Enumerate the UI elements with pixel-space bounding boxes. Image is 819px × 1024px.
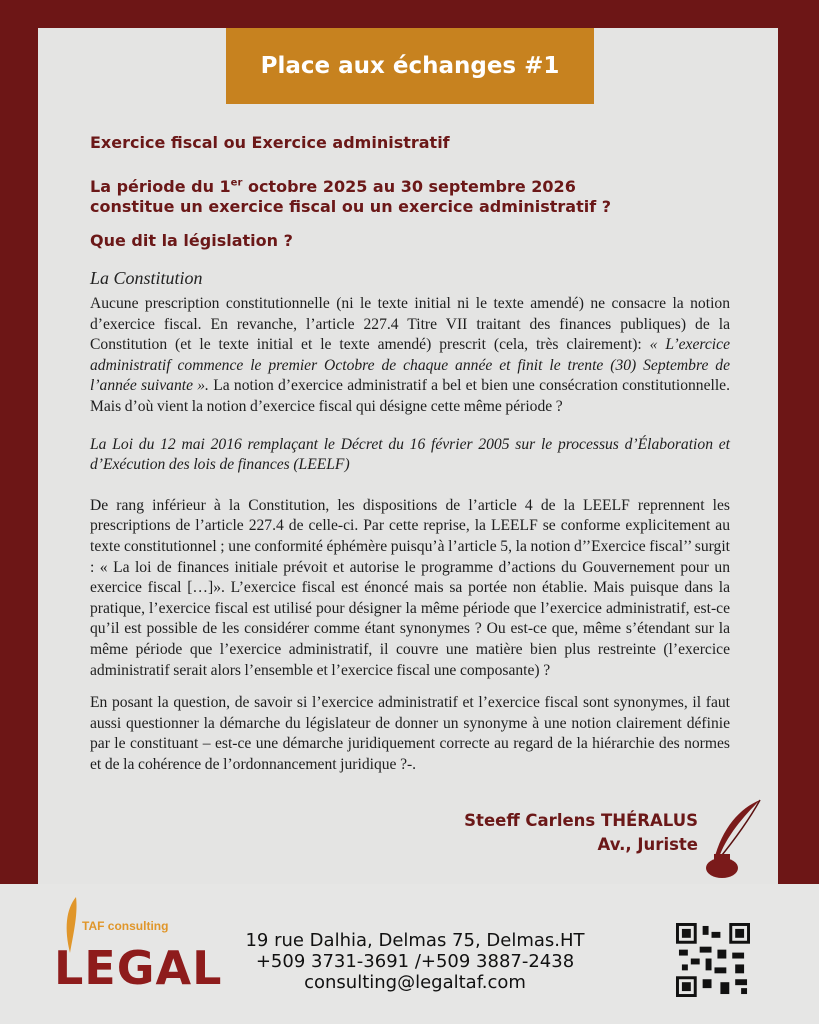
- author-role: Av., Juriste: [597, 835, 698, 855]
- contact-info: [230, 930, 600, 993]
- section-leelf: La Loi du 12 mai 2016 remplaçant le Décret du 16 février 2005 sur le processus d’Élaboration et d’Exécution des lois de finances (LEELF): [90, 435, 730, 474]
- qr-code-icon[interactable]: [676, 922, 750, 998]
- signature: [90, 809, 730, 857]
- subheading: Que dit la législation ?: [90, 231, 293, 250]
- question: La période du 1er octobre 2025 au 30 septembre 2026 constitue un exercice fiscal ou un exercice administratif ?: [90, 177, 612, 216]
- heading: Exercice fiscal ou Exercice administratif: [90, 133, 450, 152]
- section-constitution: La Constitution: [90, 268, 203, 288]
- email[interactable]: consulting@legaltaf.com: [304, 972, 526, 993]
- title-banner: [226, 28, 594, 104]
- page-title: Place aux échanges #1: [260, 53, 560, 79]
- author-name: Steeff Carlens THÉRALUS: [464, 811, 698, 831]
- article-body: [90, 294, 730, 857]
- address: 19 rue Dalhia, Delmas 75, Delmas.HT: [245, 930, 585, 951]
- phone[interactable]: +509 3731-3691 /+509 3887-2438: [255, 951, 575, 972]
- paragraph-2: De rang inférieur à la Constitution, les dispositions de l’article 4 de la LEELF reprennent les prescriptions de l’article 227.4 de celle-ci. Par cette reprise, la LEELF se conforme explicitement au texte constitutionnel ; une conformité éphémère puisqu’à l’article 5, la notion d’’Exercice fiscal’’ surgit : « La loi de finances initiale prévoit et autorise le programme d’actions du Gouvernement pour un exercice fiscal […]». L’exercice fiscal est énoncé mais sa portée non établie. Mais puisque dans la pratique, l’exercice fiscal est utilisé pour désigner la même période que l’exercice administratif, est-ce qu’il est possible de les considérer comme étant synonymes ? Ou est-ce que, même s’étendant sur la même période que l’exercice administratif, il couvre une matière bien plus restreinte (l’exercice administratif serait alors l’ensemble et l’exercice fiscal une composante) ?: [90, 496, 730, 679]
- legal-taf-logo: TAF consulting LEGAL: [52, 895, 192, 1005]
- quill-inkwell-icon: [700, 798, 764, 882]
- paragraph-1: Aucune prescription constitutionnelle (ni le texte initial ni le texte amendé) ne consacre la notion d’exercice fiscal. En revanche, l’article 227.4 Titre VII traitant des finances publiques) de la Constitution (et le texte initial et le texte amendé) prescrit (cela, très clairement): « L’exercice administratif commence le premier Octobre de chaque année et finit le trente (30) Septembre de l’année suivante ». La notion d’exercice administratif a bel et bien une consécration constitutionnelle. Mais d’où vient la notion d’exercice fiscal qui désigne cette même période ?: [90, 295, 730, 415]
- paragraph-3: En posant la question, de savoir si l’exercice administratif et l’exercice fiscal sont synonymes, il faut aussi questionner la démarche du législateur de donner un synonyme à une notion clairement définie par le constituant – est-ce une démarche juridiquement correcte au regard de la hiérarchie des normes et de la cohérence de l’ordonnancement juridique ?-.: [90, 694, 730, 773]
